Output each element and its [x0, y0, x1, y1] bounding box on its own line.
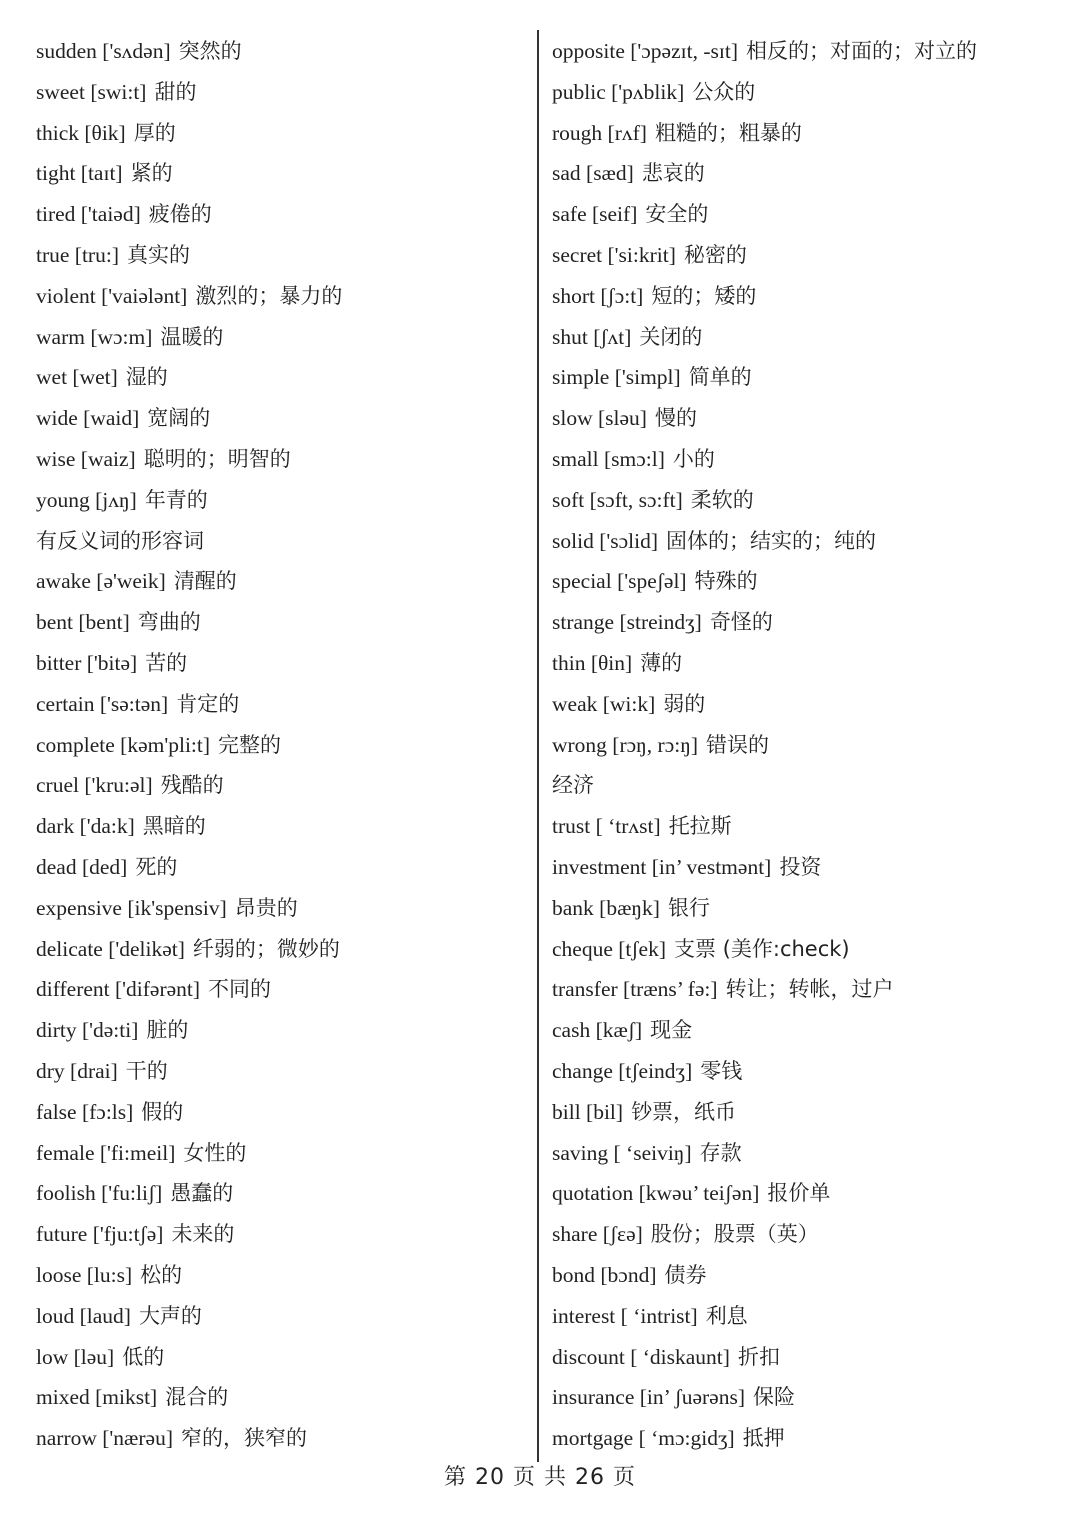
vocab-word: low [ləu] — [36, 1344, 115, 1369]
vocab-word: solid ['sɔlid] — [552, 528, 658, 553]
vocab-word: false [fɔ:ls] — [36, 1099, 134, 1124]
vocab-meaning: 假的 — [141, 1099, 184, 1124]
left-column — [36, 31, 526, 1459]
vocab-word: quotation [kwəu’ teiʃən] — [552, 1181, 760, 1206]
vocab-word: slow [sləu] — [552, 406, 647, 431]
vocab-meaning: 突然的 — [178, 39, 242, 63]
vocab-meaning: 公众的 — [692, 79, 756, 104]
vocab-word: sad [sæd] — [552, 161, 634, 186]
vocab-meaning: 脏的 — [146, 1018, 189, 1043]
vocab-word: violent ['vaiələnt] — [36, 283, 188, 308]
vocab-word: strange [streindʒ] — [552, 610, 702, 635]
vocab-meaning: 银行 — [667, 895, 710, 920]
vocab-word: secret ['si:krit] — [552, 242, 676, 267]
vocab-entry — [552, 1418, 1052, 1459]
vocab-entry — [36, 1296, 526, 1337]
vocab-meaning: 悲哀的 — [641, 161, 705, 186]
vocab-meaning: 报价单 — [767, 1181, 831, 1206]
vocab-entry — [36, 480, 526, 521]
vocab-meaning: 松的 — [140, 1262, 183, 1287]
vocab-word: expensive [ik'spensiv] — [36, 895, 227, 920]
vocab-word: thick [θik] — [36, 120, 126, 145]
vocab-word: interest [ ‘intrist] — [552, 1303, 698, 1328]
vocab-entry — [552, 235, 1052, 276]
vocab-word: simple ['simpl] — [552, 365, 681, 390]
vocab-word: certain ['sə:tən] — [36, 691, 169, 716]
vocab-meaning: 小的 — [672, 446, 715, 471]
vocab-meaning: 支票 (美作:check) — [674, 936, 850, 961]
vocab-word: change [tʃeindʒ] — [552, 1058, 693, 1083]
vocab-entry — [552, 1296, 1052, 1337]
vocab-entry — [552, 1173, 1052, 1214]
vocab-entry — [36, 1377, 526, 1418]
vocab-entry — [36, 276, 526, 317]
vocab-word: female ['fi:meil] — [36, 1140, 176, 1165]
vocab-entry — [36, 1133, 526, 1174]
vocab-word: mortgage [ ‘mɔ:gidʒ] — [552, 1426, 735, 1451]
vocab-meaning: 低的 — [122, 1344, 165, 1369]
vocab-word: public ['pʌblik] — [552, 79, 685, 104]
vocab-meaning: 年青的 — [144, 487, 208, 512]
vocab-meaning: 残酷的 — [160, 773, 224, 798]
vocab-word: complete [kəm'pli:t] — [36, 732, 211, 757]
vocab-entry — [36, 806, 526, 847]
vocab-word: future ['fju:tʃə] — [36, 1222, 164, 1247]
vocab-meaning: 折扣 — [737, 1344, 780, 1369]
vocab-meaning: 激烈的；暴力的 — [195, 283, 343, 308]
vocab-entry — [552, 317, 1052, 358]
vocab-word: weak [wi:k] — [552, 691, 656, 716]
vocab-meaning: 疲倦的 — [148, 202, 212, 227]
vocab-meaning: 慢的 — [654, 406, 697, 431]
vocab-meaning: 秘密的 — [683, 242, 747, 267]
vocab-entry — [552, 725, 1052, 766]
vocab-entry — [36, 725, 526, 766]
vocab-meaning: 完整的 — [218, 732, 282, 757]
vocab-entry — [552, 113, 1052, 154]
vocab-entry — [552, 847, 1052, 888]
vocab-meaning: 粗糙的；粗暴的 — [654, 120, 802, 145]
vocab-entry — [36, 888, 526, 929]
vocab-entry — [36, 235, 526, 276]
vocab-word: transfer [træns’ fə:] — [552, 977, 718, 1002]
vocab-entry — [36, 929, 526, 970]
vocab-entry — [36, 398, 526, 439]
vocab-meaning: 关闭的 — [639, 324, 703, 349]
vocab-entry — [552, 398, 1052, 439]
vocab-entry — [36, 31, 526, 72]
vocab-word: opposite ['ɔpəzɪt, -sɪt] — [552, 39, 738, 63]
vocab-word: saving [ ‘seiviŋ] — [552, 1140, 692, 1165]
vocab-meaning: 钞票，纸币 — [631, 1099, 737, 1124]
vocab-meaning: 柔软的 — [690, 487, 754, 512]
vocab-meaning: 温暖的 — [160, 324, 224, 349]
vocab-meaning: 安全的 — [645, 202, 709, 227]
vocab-meaning: 抵押 — [742, 1426, 785, 1451]
vocab-word: loud [laud] — [36, 1303, 131, 1328]
vocab-entry — [552, 72, 1052, 113]
vocab-meaning: 聪明的；明智的 — [143, 446, 291, 471]
vocab-word: wet [wet] — [36, 365, 118, 390]
vocab-entry — [552, 480, 1052, 521]
vocab-word: awake [ə'weik] — [36, 569, 166, 594]
vocab-entry — [36, 439, 526, 480]
vocab-meaning: 清醒的 — [173, 569, 237, 594]
vocab-word: cash [kæʃ] — [552, 1018, 643, 1043]
vocab-meaning: 肯定的 — [176, 691, 240, 716]
vocab-meaning: 债券 — [664, 1262, 707, 1287]
vocab-entry — [36, 1214, 526, 1255]
vocab-entry — [36, 1255, 526, 1296]
vocab-entry — [552, 1377, 1052, 1418]
vocab-meaning: 甜的 — [154, 79, 197, 104]
vocab-meaning: 弯曲的 — [137, 610, 201, 635]
vocab-word: small [smɔ:l] — [552, 446, 665, 471]
vocab-entry — [36, 643, 526, 684]
vocab-meaning: 薄的 — [640, 650, 683, 675]
vocab-entry — [36, 1010, 526, 1051]
vocab-word: insurance [in’ ʃuərəns] — [552, 1385, 746, 1410]
vocab-meaning: 窄的，狭窄的 — [181, 1426, 307, 1451]
vocab-meaning: 投资 — [779, 854, 822, 879]
vocab-word: dark ['da:k] — [36, 814, 135, 839]
vocab-meaning: 愚蠢的 — [170, 1181, 234, 1206]
vocab-meaning: 真实的 — [126, 242, 190, 267]
vocab-word: bill [bil] — [552, 1099, 624, 1124]
vocab-entry — [552, 561, 1052, 602]
vocab-meaning: 大声的 — [138, 1303, 202, 1328]
vocab-word: bent [bent] — [36, 610, 130, 635]
vocab-meaning: 简单的 — [688, 365, 752, 390]
vocab-meaning: 零钱 — [700, 1058, 743, 1083]
vocab-entry — [552, 643, 1052, 684]
vocab-entry — [552, 1255, 1052, 1296]
vocab-word: warm [wɔ:m] — [36, 324, 153, 349]
vocab-meaning: 股份；股票（英） — [650, 1222, 819, 1247]
column-divider — [537, 30, 539, 1462]
vocab-meaning: 现金 — [650, 1018, 693, 1043]
vocab-entry — [36, 969, 526, 1010]
vocab-entry — [552, 1010, 1052, 1051]
vocab-word: different ['difərənt] — [36, 977, 201, 1002]
vocab-entry — [552, 439, 1052, 480]
vocab-word: thin [θin] — [552, 650, 633, 675]
vocab-word: sudden ['sʌdən] — [36, 39, 171, 63]
vocab-entry — [36, 1092, 526, 1133]
vocab-entry — [36, 1051, 526, 1092]
vocab-meaning: 苦的 — [145, 650, 188, 675]
vocab-meaning: 厚的 — [133, 120, 176, 145]
vocab-meaning: 特殊的 — [694, 569, 758, 594]
vocab-meaning: 奇怪的 — [709, 610, 773, 635]
vocab-entry — [36, 113, 526, 154]
vocab-entry — [552, 888, 1052, 929]
vocab-meaning: 昂贵的 — [234, 895, 298, 920]
vocab-entry — [36, 357, 526, 398]
vocab-entry — [36, 847, 526, 888]
section-heading: 经济 — [552, 773, 594, 798]
vocab-meaning: 湿的 — [125, 365, 168, 390]
vocab-meaning: 混合的 — [165, 1385, 229, 1410]
vocab-entry — [552, 31, 1052, 72]
vocab-entry — [36, 602, 526, 643]
vocab-word: rough [rʌf] — [552, 120, 647, 145]
vocab-word: bank [bæŋk] — [552, 895, 660, 920]
vocab-word: tight [taɪt] — [36, 161, 123, 186]
vocab-meaning: 未来的 — [171, 1222, 235, 1247]
vocab-meaning: 黑暗的 — [142, 814, 206, 839]
vocab-entry — [552, 602, 1052, 643]
vocab-word: special ['speʃəl] — [552, 569, 687, 594]
vocab-meaning: 利息 — [705, 1303, 748, 1328]
vocab-meaning: 宽阔的 — [147, 406, 211, 431]
vocab-word: cruel ['kru:əl] — [36, 773, 153, 798]
vocab-entry — [552, 357, 1052, 398]
vocab-meaning: 固体的；结实的；纯的 — [666, 528, 876, 553]
vocab-meaning: 存款 — [699, 1140, 742, 1165]
vocab-word: dead [ded] — [36, 854, 128, 879]
vocab-word: delicate ['delikət] — [36, 936, 185, 961]
vocab-word: narrow ['nærəu] — [36, 1426, 173, 1451]
vocab-word: mixed [mikst] — [36, 1385, 158, 1410]
vocab-word: trust [ ‘trʌst] — [552, 814, 661, 839]
vocab-entry — [36, 1418, 526, 1459]
vocab-entry — [36, 765, 526, 806]
vocab-entry — [36, 194, 526, 235]
vocab-word: wrong [rɔŋ, rɔ:ŋ] — [552, 732, 699, 757]
vocab-meaning: 短的；矮的 — [651, 283, 757, 308]
vocab-meaning: 相反的；对面的；对立的 — [745, 39, 977, 63]
vocab-meaning: 托拉斯 — [668, 814, 732, 839]
vocab-word: true [tru:] — [36, 242, 119, 267]
vocab-entry — [552, 684, 1052, 725]
vocab-entry — [36, 153, 526, 194]
vocab-meaning: 死的 — [135, 854, 178, 879]
vocab-entry — [552, 276, 1052, 317]
vocab-word: dry [drai] — [36, 1058, 118, 1083]
vocab-entry — [552, 1214, 1052, 1255]
vocab-word: bitter ['bitə] — [36, 650, 138, 675]
vocab-entry — [552, 1337, 1052, 1378]
vocab-entry — [552, 194, 1052, 235]
vocab-word: investment [in’ vestmənt] — [552, 854, 772, 879]
vocab-word: short [ʃɔ:t] — [552, 283, 644, 308]
vocab-meaning: 纤弱的；微妙的 — [192, 936, 340, 961]
section-heading: 有反义词的形容词 — [36, 528, 204, 553]
vocab-meaning: 女性的 — [183, 1140, 247, 1165]
vocab-word: young [jʌŋ] — [36, 487, 137, 512]
vocab-entry — [36, 1173, 526, 1214]
vocab-word: wide [waid] — [36, 406, 140, 431]
vocab-entry — [36, 684, 526, 725]
right-column — [552, 31, 1052, 1459]
vocab-word: shut [ʃʌt] — [552, 324, 632, 349]
vocab-entry — [552, 521, 1052, 562]
vocab-word: tired ['taiəd] — [36, 202, 141, 227]
vocab-word: cheque [tʃek] — [552, 936, 666, 961]
vocab-meaning: 错误的 — [706, 732, 770, 757]
vocab-entry — [552, 1133, 1052, 1174]
vocab-meaning: 干的 — [125, 1058, 168, 1083]
vocab-word: foolish ['fu:liʃ] — [36, 1181, 163, 1206]
vocab-entry — [552, 929, 1052, 970]
vocab-entry — [36, 317, 526, 358]
vocab-word: sweet [swi:t] — [36, 79, 147, 104]
vocab-word: soft [sɔft, sɔ:ft] — [552, 487, 683, 512]
vocab-entry — [552, 1051, 1052, 1092]
vocab-entry — [36, 1337, 526, 1378]
vocab-meaning: 不同的 — [208, 977, 272, 1002]
vocab-word: bond [bɔnd] — [552, 1262, 657, 1287]
vocab-word: share [ʃεə] — [552, 1222, 643, 1247]
vocab-meaning: 紧的 — [130, 161, 173, 186]
vocab-meaning: 保险 — [753, 1385, 796, 1410]
vocab-meaning: 弱的 — [663, 691, 706, 716]
vocab-entry — [552, 153, 1052, 194]
vocab-word: safe [seif] — [552, 202, 638, 227]
vocab-entry — [552, 969, 1052, 1010]
vocab-word: loose [lu:s] — [36, 1262, 133, 1287]
vocab-entry — [552, 1092, 1052, 1133]
vocab-entry — [552, 806, 1052, 847]
vocab-entry — [36, 561, 526, 602]
page-footer: 第 20 页 共 26 页 — [444, 1465, 636, 1490]
vocab-word: wise [waiz] — [36, 446, 136, 471]
vocab-meaning: 转让；转帐，过户 — [725, 977, 894, 1002]
vocab-word: discount [ ‘diskaunt] — [552, 1344, 730, 1369]
vocab-word: dirty ['də:ti] — [36, 1018, 139, 1043]
vocab-entry — [36, 72, 526, 113]
